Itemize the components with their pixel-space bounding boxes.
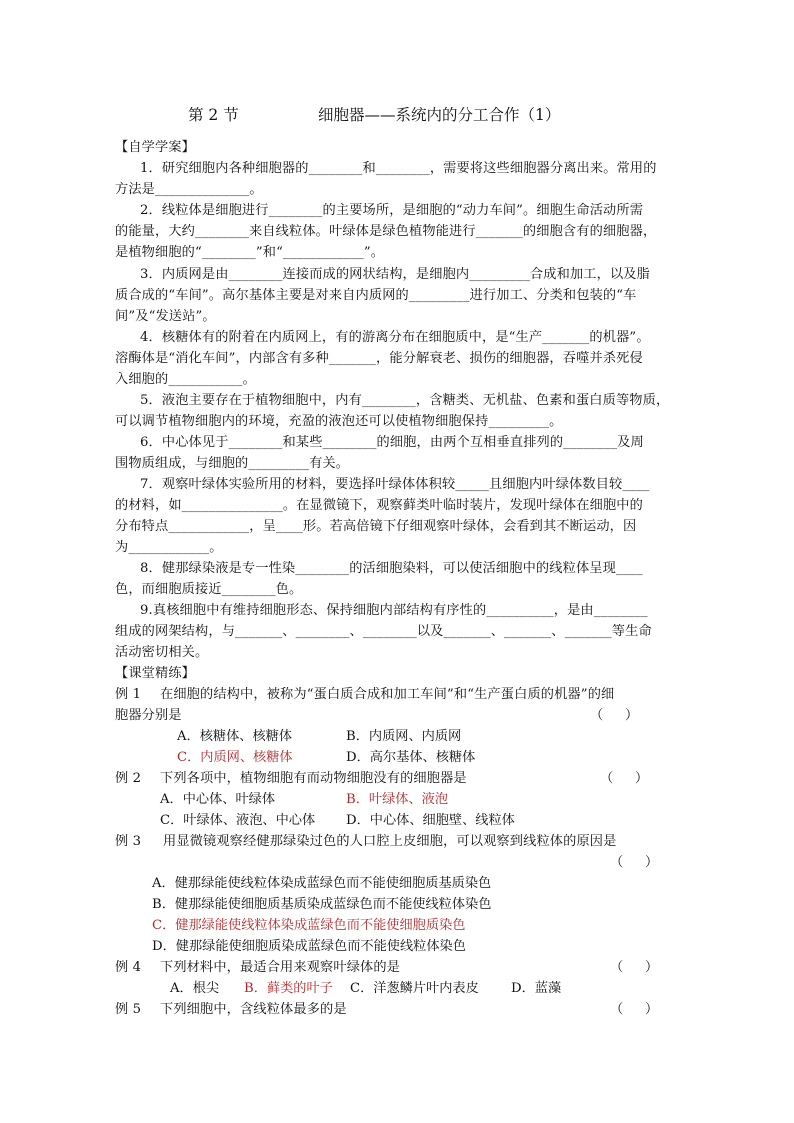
choice-d: D．中心体、细胞壁、线粒体 [346,813,515,828]
page-title: 细胞器——系统内的分工合作（1） [318,106,561,124]
section-number: 第 2 节 [188,106,239,124]
self-study-line: 5．液泡主要存在于植物细胞中，内有________，含糖类、无机盐、色素和蛋白质等物质， [140,393,670,408]
answer-paren: （ ） [590,708,639,723]
self-study-line: 为____________。 [115,540,223,555]
self-study-line: 1．研究细胞内各种细胞器的________和________，需要将这些细胞器分离出来。常用的 [140,161,657,176]
choice-d: D．健那绿能使细胞质染成蓝绿色而不能使线粒体染色 [152,939,466,954]
example-question: 下列细胞中，含线粒体最多的是 [160,1002,347,1017]
self-study-line: 质合成的“车间”。高尔基体主要是对来自内质网的_________进行加工、分类和包装的“车 [115,288,637,303]
choice-a: A．健那绿能使线粒体染成蓝绿色而不能使细胞质基质染色 [152,876,492,891]
self-study-line: 溶酶体是“消化车间”，内部含有多种_______，能分解衰老、损伤的细胞器，吞噬并杀死侵 [115,351,643,366]
choice-b-correct: B．藓类的叶子 [244,981,333,996]
self-study-line: 组成的网架结构，与_______、________、________以及_______、_______、_______等生命 [115,624,652,639]
self-study-line: 色，而细胞质接近________色。 [115,582,303,597]
self-study-line: 分布特点____________，呈____形。若高倍镜下仔细观察叶绿体，会看到其不断运动，因 [115,519,637,534]
practice-header: 【课堂精练】 [115,666,196,681]
choice-b: B．内质网、内质网 [346,729,462,744]
choice-a: A．核糖体、核糖体 [177,729,293,744]
self-study-line: 的能量，大约________来自线粒体。叶绿体是绿色植物能进行_______的细胞含有的细胞器， [115,224,657,239]
self-study-line: 是植物细胞的“________”和“____________”。 [115,245,385,260]
choice-c-correct: C．内质网、核糖体 [177,750,293,765]
example-question: 胞器分别是 [115,708,182,723]
answer-paren: （ ） [610,960,659,975]
self-study-line: 方法是______________。 [115,182,263,197]
choice-a: A．中心体、叶绿体 [160,792,276,807]
example-label: 例 4 [115,960,142,975]
self-study-line: 3．内质网是由________连接而成的网状结构，是细胞内_________合成和加工，以及脂 [140,267,650,282]
answer-paren: （ ） [610,1002,659,1017]
choice-b: B．健那绿能使细胞质基质染成蓝绿色而不能使线粒体染色 [152,897,492,912]
choice-a: A．根尖 [170,981,220,996]
self-study-line: 9.真核细胞中有维持细胞形态、保持细胞内部结构有序性的__________，是由________ [140,603,648,618]
example-label: 例 2 [115,771,142,786]
self-study-line: 4．核糖体有的附着在内质网上，有的游离分布在细胞质中，是“生产_______的机器”。 [140,330,650,345]
self-study-header: 【自学学案】 [115,140,196,155]
self-study-line: 活动密切相关。 [115,645,209,660]
choice-d: D．高尔基体、核糖体 [346,750,476,765]
choice-c: C．叶绿体、液泡、中心体 [160,813,316,828]
answer-paren: （ ） [600,771,649,786]
self-study-line: 2．线粒体是细胞进行________的主要场所，是细胞的“动力车间”。细胞生命活动所需 [140,203,644,218]
example-label: 例 5 [115,1002,142,1017]
example-question: 用显微镜观察经健那绿染过色的人口腔上皮细胞，可以观察到线粒体的原因是 [163,834,617,849]
self-study-line: 的材料，如_______________。在显微镜下，观察藓类叶临时装片，发现叶绿体在细胞中的 [115,498,643,513]
self-study-line: 6．中心体见于________和某些________的细胞，由两个互相垂直排列的________及周 [140,435,644,450]
example-question: 在细胞的结构中，被称为“蛋白质合成和加工车间”和“生产蛋白质的机器”的细 [160,687,615,702]
example-label: 例 3 [115,834,142,849]
self-study-line: 入细胞的___________。 [115,372,256,387]
answer-paren: （ ） [610,855,659,870]
self-study-line: 围物质组成，与细胞的_________有关。 [115,456,350,471]
example-question: 下列各项中，植物细胞有而动物细胞没有的细胞器是 [160,771,467,786]
self-study-line: 可以调节植物细胞内的环境，充盈的液泡还可以使植物细胞保持_________。 [115,414,563,429]
choice-b-correct: B．叶绿体、液泡 [346,792,449,807]
example-label: 例 1 [115,687,142,702]
self-study-line: 间”及“发送站”。 [115,309,216,324]
choice-c: C．洋葱鳞片叶内表皮 [350,981,479,996]
self-study-line: 8．健那绿染液是专一性染________的活细胞染料，可以使活细胞中的线粒体呈现____ [140,561,643,576]
choice-d: D．蓝藻 [511,981,562,996]
example-question: 下列材料中，最适合用来观察叶绿体的是 [160,960,401,975]
self-study-line: 7．观察叶绿体实验所用的材料，要选择叶绿体体积较_____且细胞内叶绿体数目较____ [140,477,650,492]
choice-c-correct: C．健那绿能使线粒体染成蓝绿色而不能使细胞质染色 [152,918,466,933]
